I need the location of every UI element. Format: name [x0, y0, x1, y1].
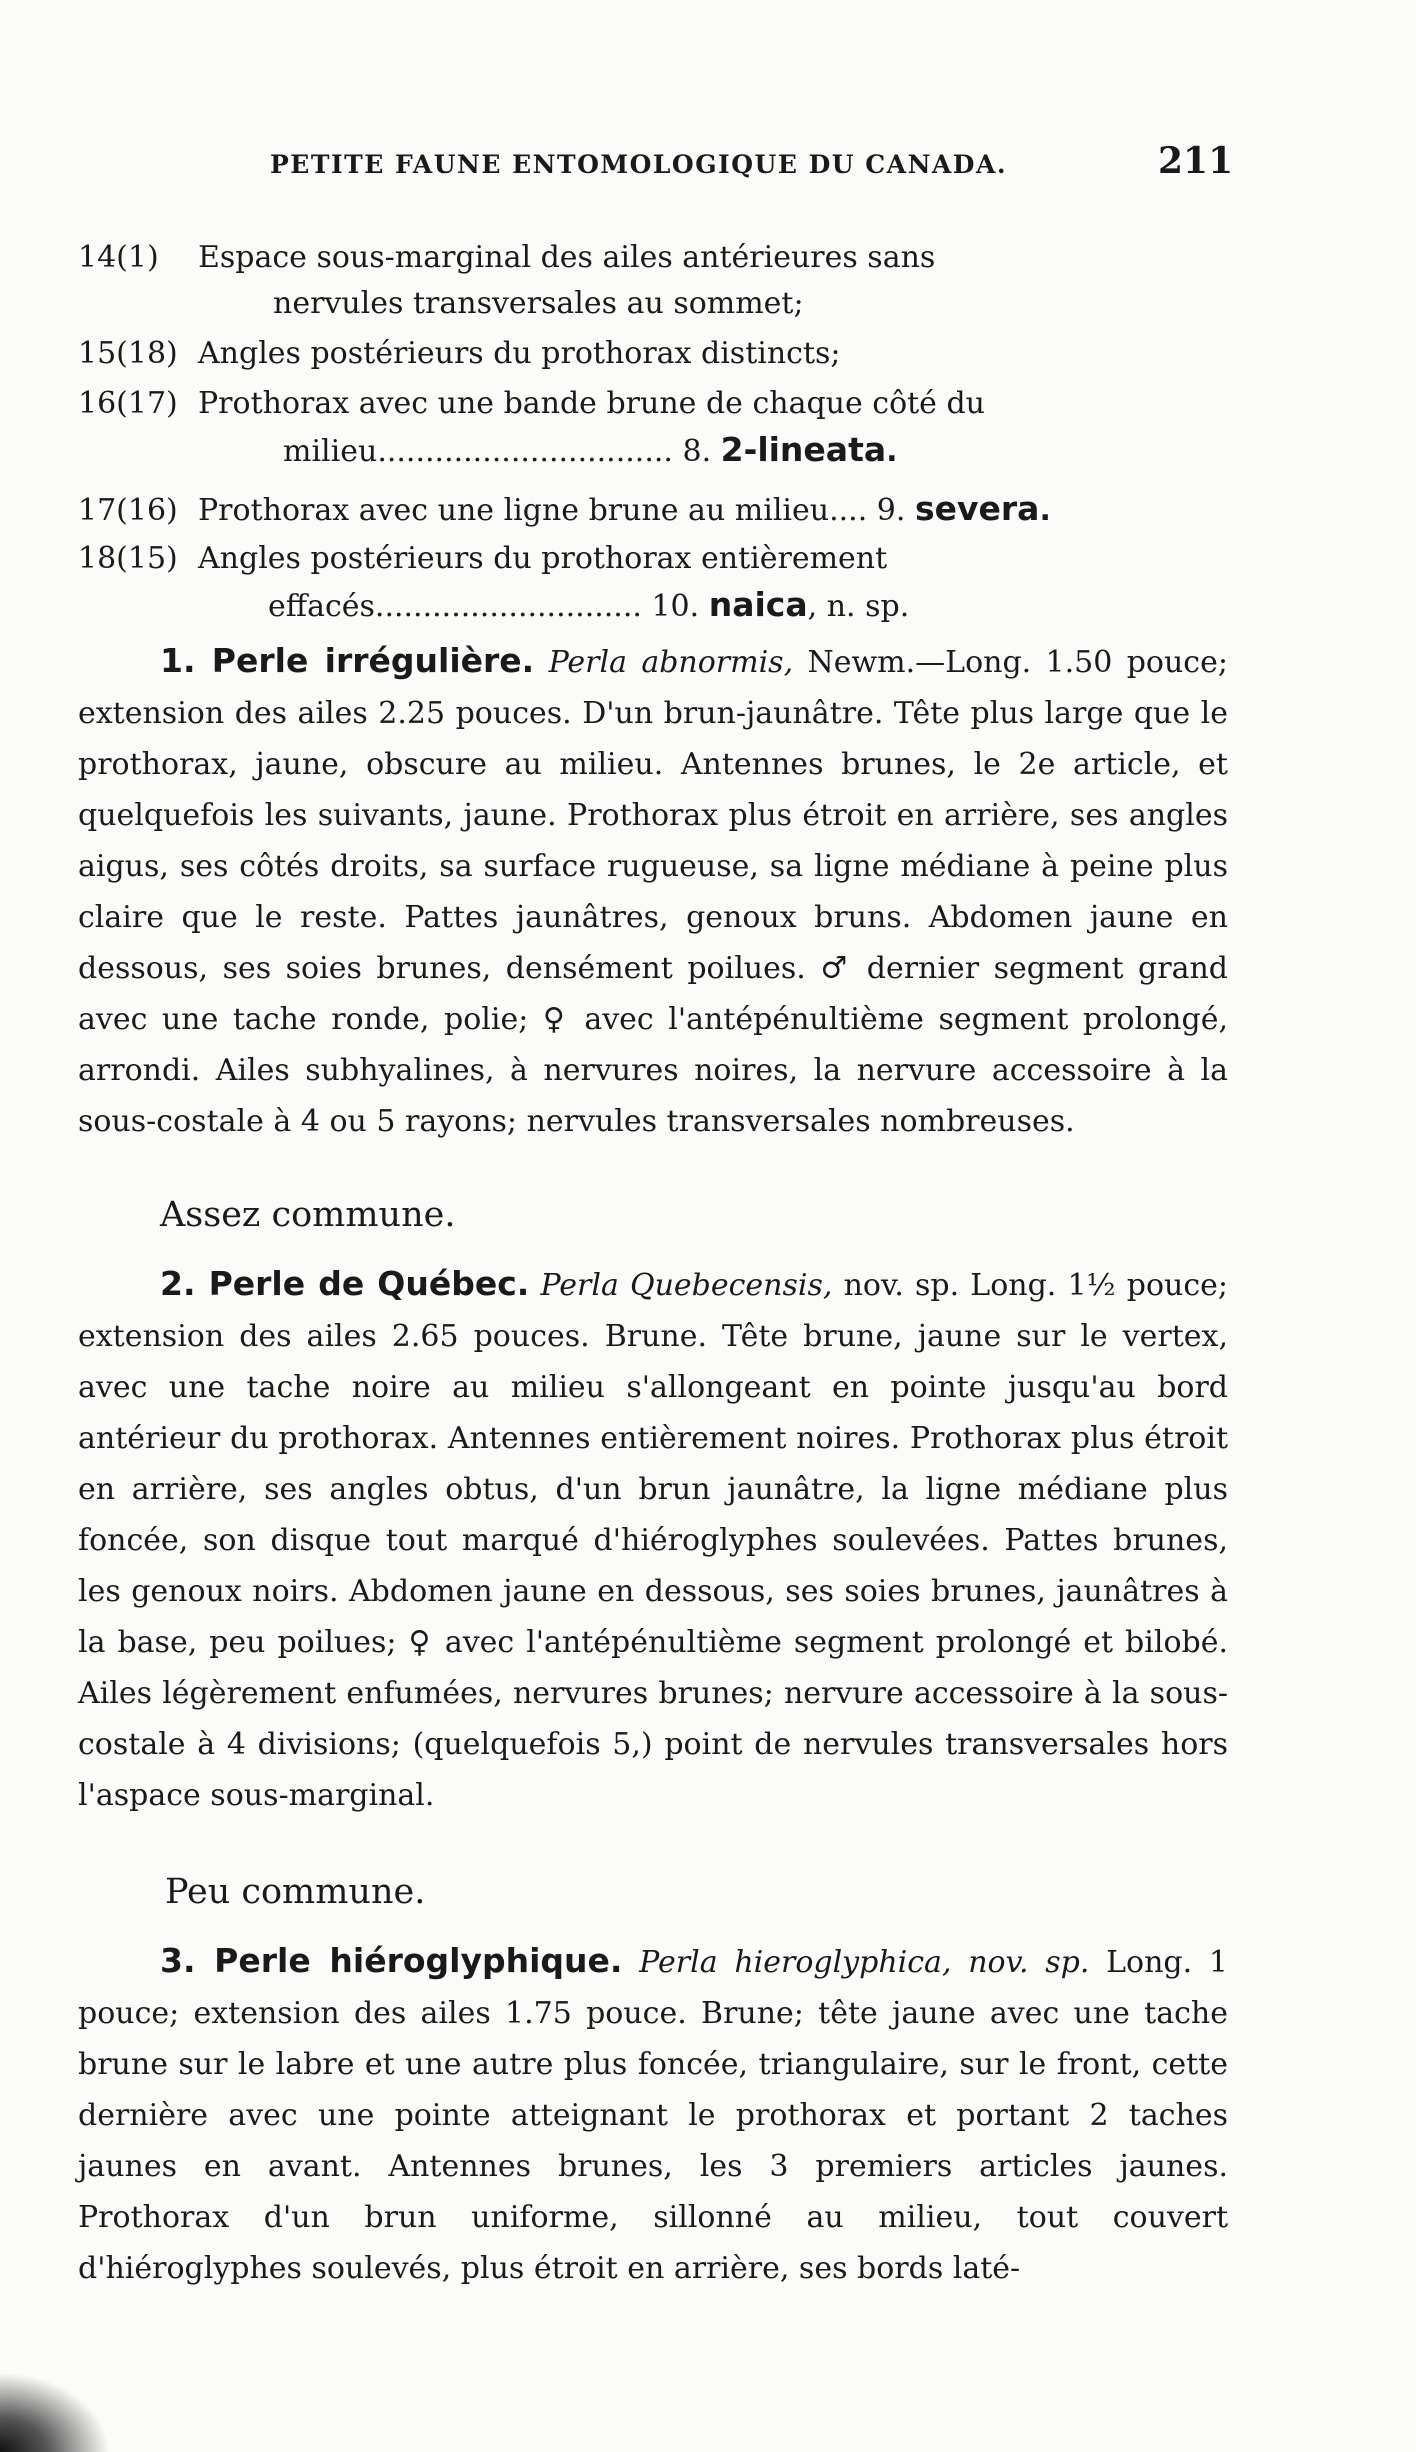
result-lineata: 2-lineata	[720, 430, 887, 469]
key-entry-17: 17(16) Prothorax avec une ligne brune au milieu.... 9. severa.	[78, 489, 1051, 528]
species-heading: 3. Perle hiéroglyphique.	[160, 1941, 623, 1980]
latin-name: Perla abnormis,	[548, 645, 794, 680]
species-entry-2	[78, 1258, 1228, 1821]
key-entry-18: 18(15) Angles postérieurs du prothorax entièrement effacés............................ 10. naica, n. sp.	[78, 541, 910, 624]
running-header: PETITE FAUNE ENTOMOLOGIQUE DU CANADA.	[270, 150, 1008, 179]
frequency-note: Assez commune.	[160, 1195, 456, 1235]
key-entry-15: 15(18) Angles postérieurs du prothorax distincts;	[78, 336, 841, 371]
result-naica: naica	[708, 585, 808, 624]
key-entry-14: 14(1) Espace sous-marginal des ailes antérieures sans nervules transversales au sommet;	[78, 240, 936, 321]
latin-name: Perla hieroglyphica, nov. sp.	[639, 1945, 1090, 1980]
frequency-note: Peu commune.	[165, 1872, 426, 1912]
species-entry-1	[78, 635, 1228, 1147]
result-severa: severa	[914, 489, 1040, 528]
species-entry-3	[78, 1935, 1228, 2294]
species-description: Newm.—Long. 1.50 pouce; extension des ailes 2.25 pouces. D'un brun-jaunâtre. Tête plus large que le prothorax, jaune, obscure au milieu. Antennes brunes, le 2e article, et quelquefois les suivants, jaune. Prothorax plus étroit en arrière, ses angles aigus, ses côtés droits, sa surface rugueuse, sa ligne médiane à peine plus claire que le reste. Pattes jaunâtres, genoux bruns. Abdomen jaune en dessous, ses soies brunes, densément poilues. ♂ dernier segment grand avec une tache ronde, polie; ♀ avec l'antépénultième segment prolongé, arrondi. Ailes subhyalines, à nervures noires, la nervure accessoire à la sous-costale à 4 ou 5 rayons; nervules transversales nombreuses.	[78, 645, 1228, 1139]
species-heading: 1. Perle irrégulière.	[160, 641, 535, 680]
species-description: Long. 1 pouce; extension des ailes 1.75 pouce. Brune; tête jaune avec une tache brune sur le labre et une autre plus foncée, triangulaire, sur le front, cette dernière avec une pointe atteignant le prothorax et portant 2 taches jaunes en avant. Antennes brunes, les 3 premiers articles jaunes. Prothorax d'un brun uniforme, sillonné au milieu, tout couvert d'hiéroglyphes soulevés, plus étroit en arrière, ses bords laté-	[78, 1945, 1228, 2286]
latin-name: Perla Quebecensis,	[540, 1268, 833, 1303]
key-entry-16: 16(17) Prothorax avec une bande brune de chaque côté du milieu............................... 8. 2-lineata.	[78, 386, 986, 469]
species-heading: 2. Perle de Québec.	[160, 1264, 530, 1303]
species-description: nov. sp. Long. 1½ pouce; extension des ailes 2.65 pouces. Brune. Tête brune, jaune sur le vertex, avec une tache noire au milieu s'allongeant en pointe jusqu'au bord antérieur du prothorax. Antennes entièrement noires. Prothorax plus étroit en arrière, ses angles obtus, d'un brun jaunâtre, la ligne médiane plus foncée, son disque tout marqué d'hiéroglyphes soulevées. Pattes brunes, les genoux noirs. Abdomen jaune en dessous, ses soies brunes, jaunâtres à la base, peu poilues; ♀ avec l'antépénultième segment prolongé et bilobé. Ailes légèrement enfumées, nervures brunes; nervure accessoire à la sous-costale à 4 divisions; (quelquefois 5,) point de nervules transversales hors l'aspace sous-marginal.	[78, 1268, 1228, 1813]
scan-edge-shadow	[0, 2372, 110, 2452]
page-number: 211	[1158, 140, 1234, 182]
